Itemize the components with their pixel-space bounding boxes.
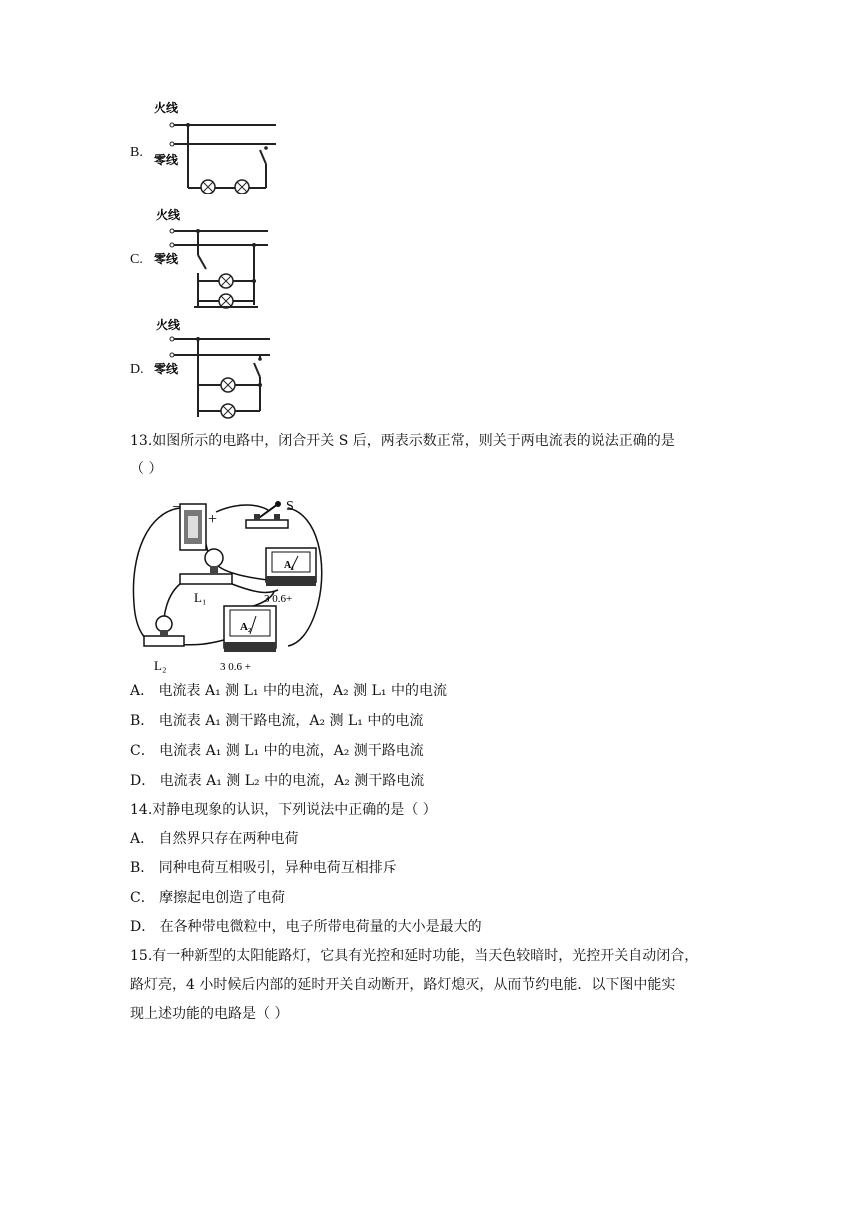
q14-option-a: A． 自然界只存在两种电荷 [130,831,299,847]
q14-stem: 14.对静电现象的认识，下列说法中正确的是（ ） [130,802,437,818]
q13-circuit-figure [128,494,332,676]
ammeter-a1-label: A₁ [284,560,295,571]
q14-option-c: C． 摩擦起电创造了电荷 [130,890,286,906]
q13-option-b: B． 电流表 A₁ 测干路电流，A₂ 测 L₁ 中的电流 [130,713,424,729]
q15-stem-line1: 15.有一种新型的太阳能路灯，它具有光控和延时功能，当天色较暗时，光控开关自动闭合， [130,948,699,964]
q15-stem-line2: 路灯亮，4 小时候后内部的延时开关自动断开，路灯熄灭，从而节约电能．以下图中能实 [130,977,676,993]
live-wire-label: 火线 [154,101,179,115]
lamp-l2-icon [144,616,184,646]
option-d-circuit-diagram [150,315,280,421]
ammeter-a1-terminals: 3 0.6+ [264,593,293,605]
lamp-2-icon [221,404,235,418]
q15-stem-line3: 现上述功能的电路是（ ） [130,1006,289,1022]
q14-option-d: D． 在各种带电微粒中，电子所带电荷量的大小是最大的 [130,919,482,935]
lamp-l2-label: L₂ [154,658,167,673]
battery-plus-label: + [208,511,218,528]
lamp-1-icon [221,378,235,392]
switch-s-label: S [286,499,294,514]
q13-option-a: A． 电流表 A₁ 测 L₁ 中的电流，A₂ 测 L₁ 中的电流 [130,683,447,699]
battery-minus-label: − [172,499,182,516]
lamp-2-icon [235,180,249,194]
lamp-2-icon [219,294,233,308]
lamp-1-icon [219,274,233,288]
option-b-circuit-diagram [150,98,280,194]
q13-option-c: C． 电流表 A₁ 测 L₁ 中的电流，A₂ 测干路电流 [130,743,424,759]
q13-stem-line2: （ ） [130,461,163,477]
q13-option-d: D． 电流表 A₁ 测 L₂ 中的电流，A₂ 测干路电流 [130,773,425,789]
switch-icon [260,150,266,164]
neutral-wire-label: 零线 [154,153,179,167]
neutral-wire-label: 零线 [154,362,179,376]
option-b-letter: B. [130,145,143,160]
lamp-l1-icon [180,549,232,584]
lamp-1-icon [201,180,215,194]
ammeter-a2-terminals: 3 0.6 + [220,661,251,673]
lamp-l1-label: L₁ [194,590,207,605]
ammeter-a2-label: A₂ [240,621,252,633]
q14-option-b: B． 同种电荷互相吸引，异种电荷互相排斥 [130,860,397,876]
option-c-letter: C. [130,252,143,267]
battery-icon [180,504,206,550]
neutral-wire-label: 零线 [154,252,179,266]
switch-icon [198,255,206,269]
live-wire-label: 火线 [156,318,181,332]
option-c-circuit-diagram [150,205,280,309]
switch-icon [254,363,260,377]
live-wire-label: 火线 [156,208,181,222]
option-d-letter: D. [130,362,144,377]
q13-stem-line1: 13.如图所示的电路中，闭合开关 S 后，两表示数正常，则关于两电流表的说法正确的是 [130,433,675,449]
